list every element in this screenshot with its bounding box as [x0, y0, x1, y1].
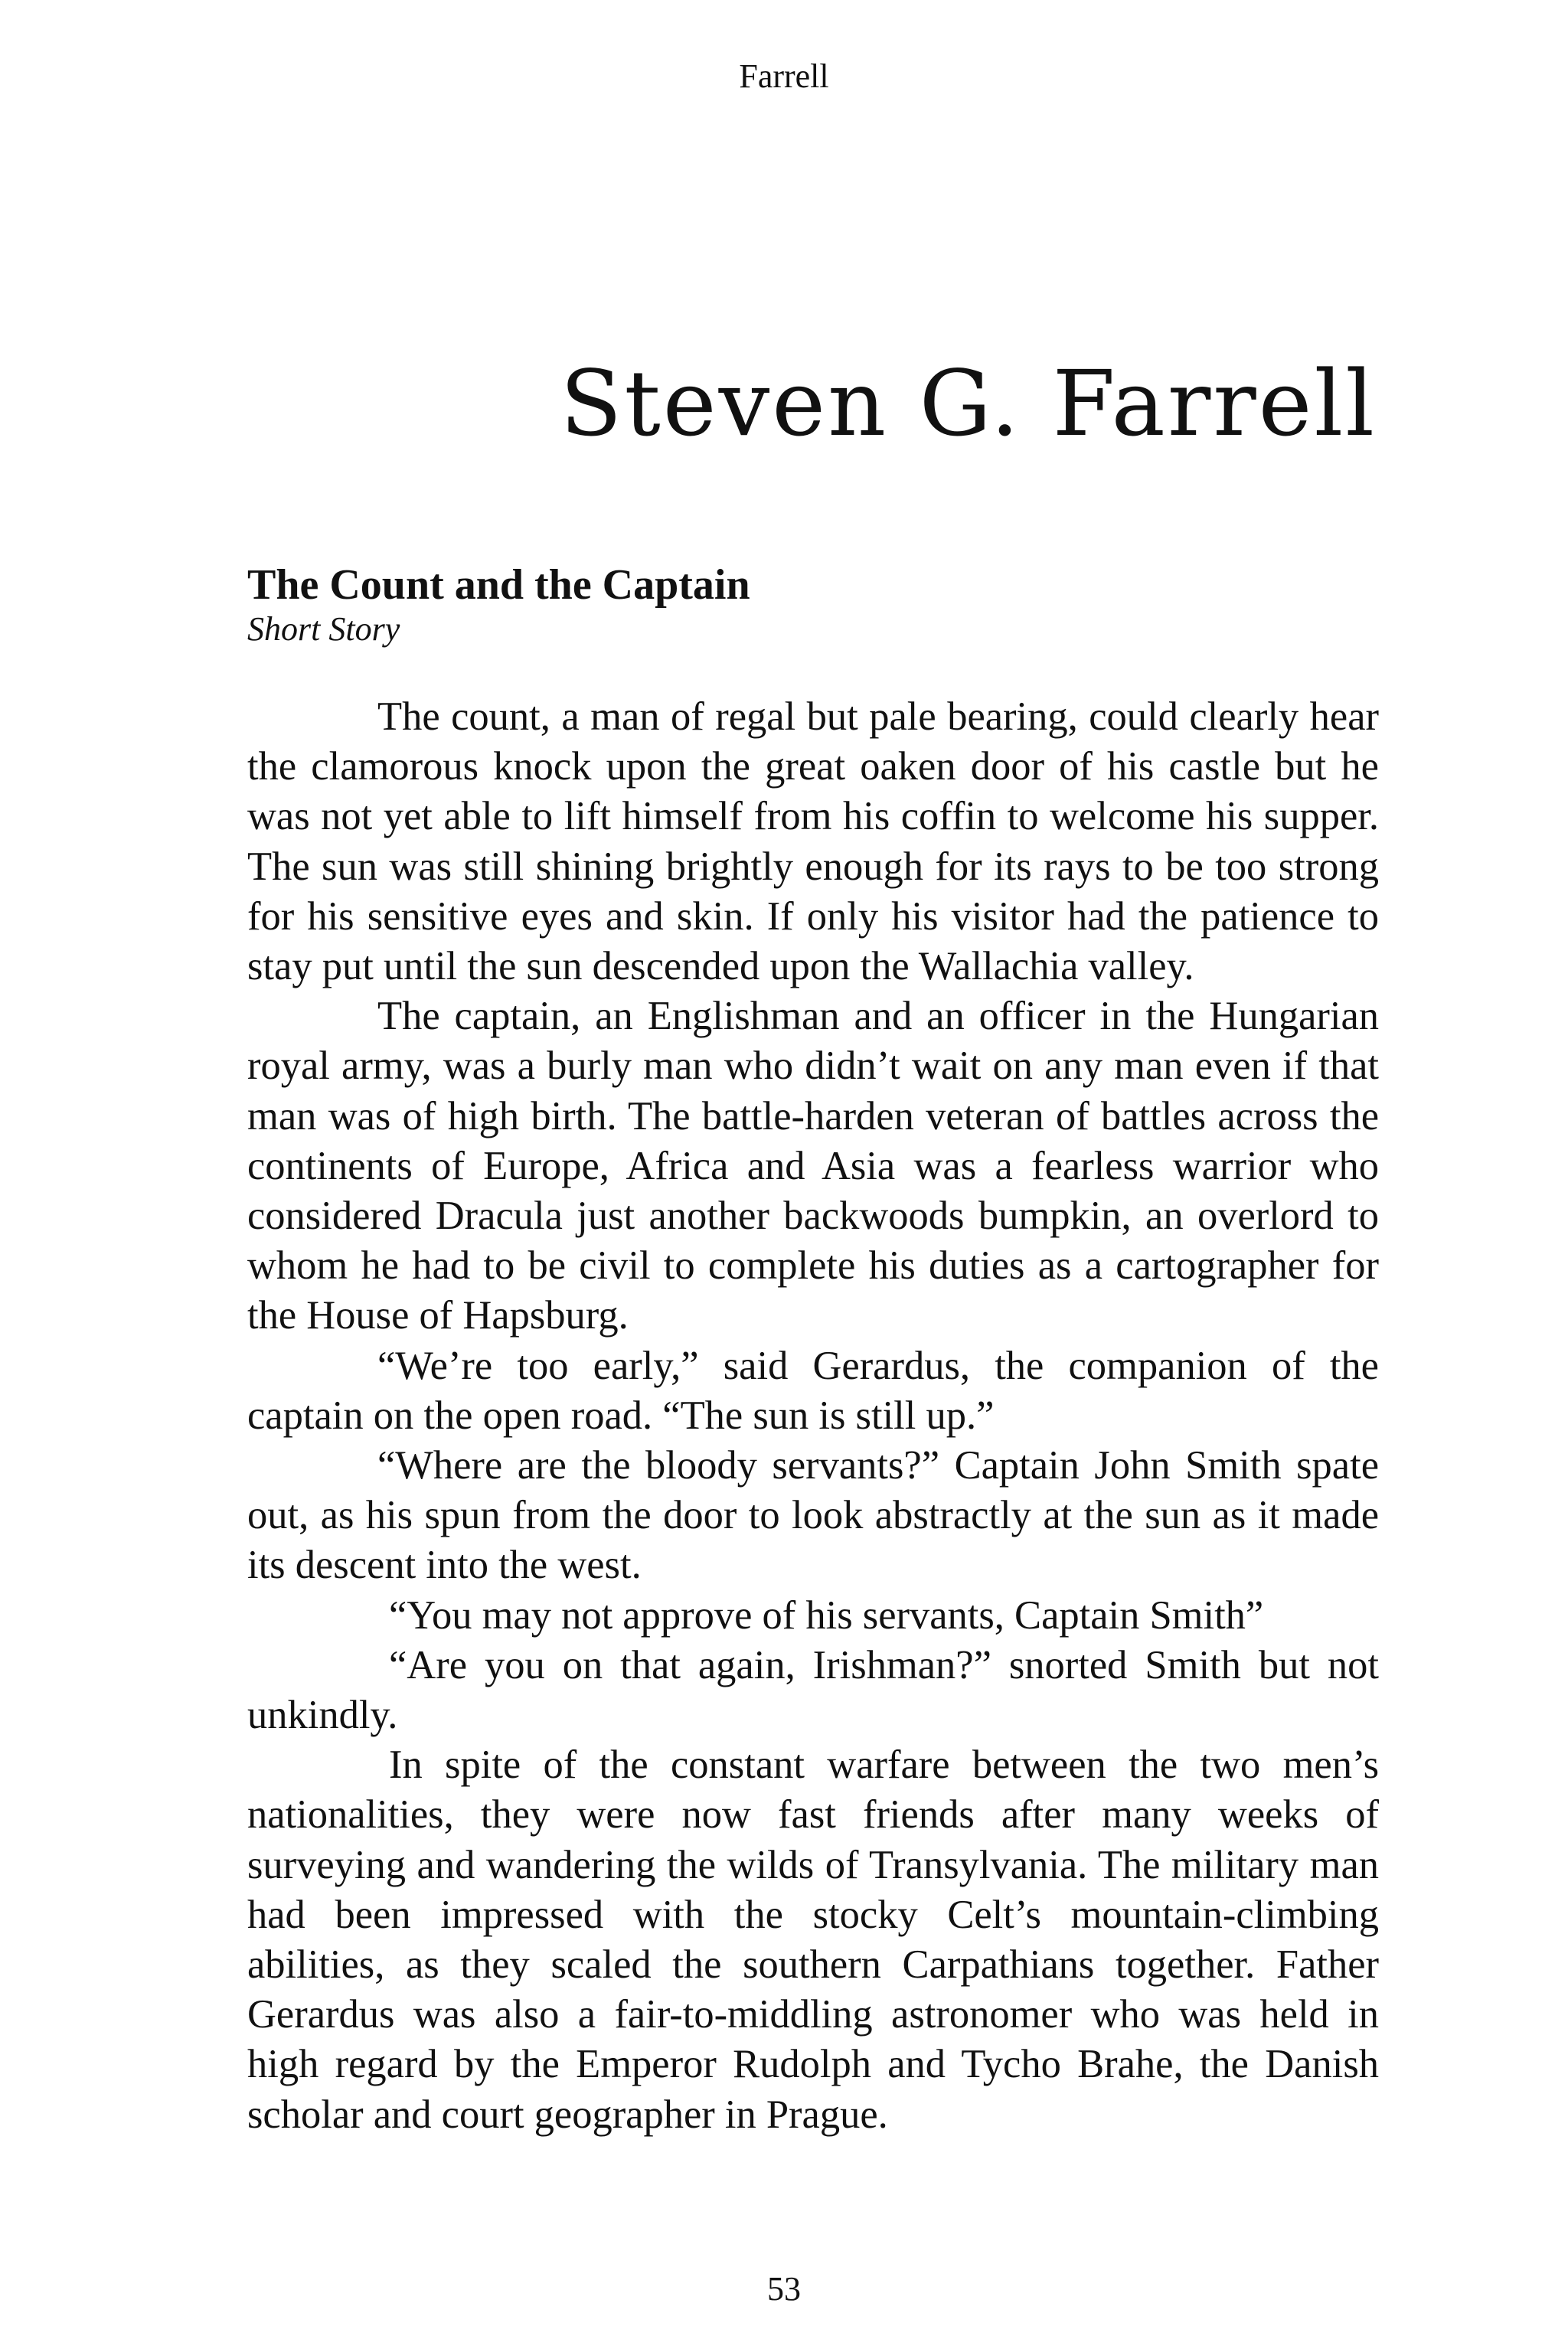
paragraph: The count, a man of regal but pale bearing, could clearly hear the clamorous knock upon the great oaken door of his castle but he was not yet able to lift himself from his coffin to welcome his supper. The sun was still shining brightly enough for its rays to be too strong for his sensitive eyes and skin. If only his visitor had the patience to stay put until the sun descended upon the Wallachia valley.	[247, 694, 1379, 989]
story-body	[247, 692, 1379, 2140]
paragraph: The captain, an Englishman and an officer in the Hungarian royal army, was a burly man who didn’t wait on any man even if that man was of high birth. The battle-harden veteran of battles across the continents of Europe, Africa and Asia was a fearless warrior who considered Dracula just another backwoods bumpkin, an overlord to whom he had to be civil to complete his duties as a cartographer for the House of Hapsburg.	[247, 994, 1379, 1338]
story-title: The Count and the Captain	[247, 561, 750, 609]
running-head: Farrell	[739, 57, 829, 95]
paragraph: “You may not approve of his servants, Captain Smith”	[389, 1592, 1264, 1638]
paragraph: “Where are the bloody servants?” Captain John Smith spate out, as his spun from the door to look abstractly at the sun as it made its descent into the west.	[247, 1443, 1379, 1588]
page-number: 53	[767, 2270, 801, 2308]
paragraph: “Are you on that again, Irishman?” snorted Smith but not unkindly.	[247, 1642, 1379, 1738]
paragraph: “We’re too early,” said Gerardus, the companion of the captain on the open road. “The sun is still up.”	[247, 1343, 1379, 1438]
paragraph: In spite of the constant warfare between the two men’s nationalities, they were now fast friends after many weeks of surveying and wandering the wilds of Transylvania. The military man had been impressed with the stocky Celt’s mountain-climbing abilities, as they scaled the southern Carpathians together. Father Gerardus was also a fair-to-middling astronomer who was held in high regard by the Emperor Rudolph and Tycho Brahe, the Danish scholar and court geographer in Prague.	[247, 1743, 1379, 2137]
story-genre: Short Story	[247, 610, 400, 648]
author-name-heading: Steven G. Farrell	[560, 351, 1377, 456]
